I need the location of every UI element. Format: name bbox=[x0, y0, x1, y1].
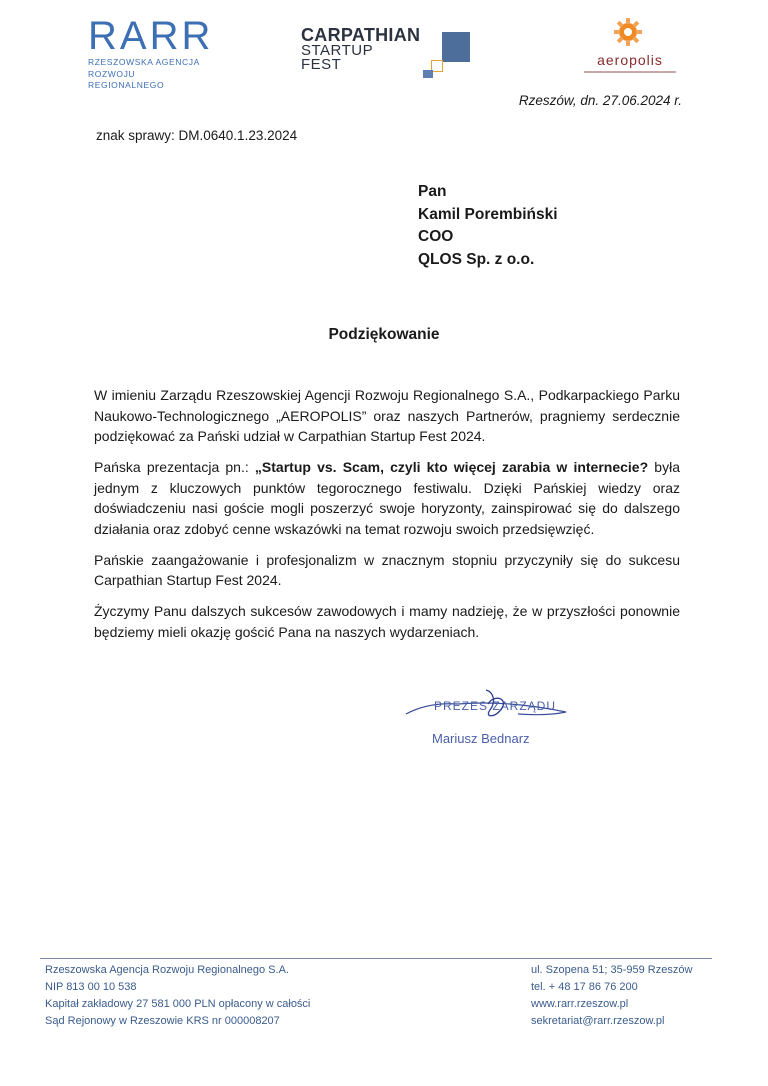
aeropolis-gear-icon bbox=[578, 14, 682, 54]
addressee-name: Kamil Porembiński bbox=[418, 205, 558, 223]
paragraph-2-rest: była jednym z kluczowych punktów tegorocznego festiwalu. Dzięki Pańskiej wiedzy oraz doświadczeniu nasi goście mogli poszerzyć swoje horyzonty, zainspirować się do dalszego działania oraz zdobyć cenne wskazówki na temat rozwoju swoich przedsięwzięć. bbox=[94, 459, 680, 537]
footer-website-link[interactable]: www.rarr.rzeszow.pl bbox=[531, 998, 629, 1010]
addressee-salutation: Pan bbox=[418, 183, 447, 200]
rarr-logo bbox=[88, 14, 214, 91]
aeropolis-logo-tagline-mark bbox=[584, 71, 676, 73]
festival-logo-line-3: FEST bbox=[301, 56, 342, 73]
festival-logo-line-1: CARPATHIAN bbox=[301, 25, 421, 45]
carpathian-startup-fest-logo bbox=[301, 26, 481, 82]
body-paragraph-3: Pańskie zaangażowanie i profesjonalizm w znacznym stopniu przyczyniły się do sukcesu Carpathian Startup Fest 2024. bbox=[94, 551, 680, 588]
aeropolis-logo bbox=[578, 14, 682, 74]
letter-body bbox=[94, 385, 680, 653]
letter-date: Rzeszów, dn. 27.06.2024 r. bbox=[518, 93, 682, 108]
festival-logo-square-icon bbox=[442, 32, 470, 62]
rarr-logo-word: RARR bbox=[88, 14, 214, 58]
footer-email-link[interactable]: sekretariat@rarr.rzeszow.pl bbox=[531, 1015, 665, 1027]
footer-address: ul. Szopena 51; 35-959 Rzeszów bbox=[531, 964, 693, 976]
aeropolis-logo-word: aeropolis bbox=[597, 52, 663, 68]
footer-company-info bbox=[45, 962, 310, 1030]
body-paragraph-4: Życzymy Panu dalszych sukcesów zawodowych i mamy nadzieję, że w przyszłości ponownie będziemy mieli okazję gościć Pana na naszych wydarzeniach. bbox=[94, 603, 680, 640]
footer-capital: Kapitał zakładowy 27 581 000 PLN opłacony w całości bbox=[45, 998, 311, 1010]
festival-logo-small-square-icon bbox=[423, 70, 433, 78]
case-reference: znak sprawy: DM.0640.1.23.2024 bbox=[96, 128, 298, 143]
footer-court: Sąd Rejonowy w Rzeszowie KRS nr 000008207 bbox=[45, 1015, 280, 1027]
footer-phone: tel. + 48 17 86 76 200 bbox=[531, 981, 638, 993]
addressee-block bbox=[418, 181, 558, 271]
footer-nip: NIP 813 00 10 538 bbox=[45, 981, 137, 993]
footer-divider bbox=[40, 958, 712, 959]
festival-logo-line-2: STARTUP bbox=[301, 42, 374, 59]
paragraph-2-intro: Pańska prezentacja pn.: bbox=[94, 459, 255, 475]
stamp-name: Mariusz Bednarz bbox=[432, 731, 530, 746]
signature-stamp bbox=[398, 688, 608, 754]
addressee-company: QLOS Sp. z o.o. bbox=[418, 250, 535, 268]
footer-company-name: Rzeszowska Agencja Rozwoju Regionalnego S.A. bbox=[45, 964, 289, 976]
rarr-logo-subtitle-1: RZESZOWSKA AGENCJA bbox=[88, 57, 200, 67]
body-paragraph-1: W imieniu Zarządu Rzeszowskiej Agencji Rozwoju Regionalnego S.A., Podkarpackiego Parku Naukowo-Technologicznego „AEROPOLIS” oraz naszych Partnerów, pragniemy serdecznie podziękować za Pański udział w Carpathian Startup Fest 2024. bbox=[94, 387, 680, 444]
body-paragraph-2 bbox=[94, 457, 680, 539]
letter-title: Podziękowanie bbox=[328, 326, 440, 343]
addressee-position: COO bbox=[418, 228, 454, 245]
footer-contact-info bbox=[531, 962, 692, 1030]
stamp-title: PREZES ZARZĄDU bbox=[434, 699, 557, 713]
presentation-title: „Startup vs. Scam, czyli kto więcej zarabia w internecie? bbox=[254, 459, 649, 475]
rarr-logo-subtitle-2: ROZWOJU REGIONALNEGO bbox=[88, 69, 165, 90]
